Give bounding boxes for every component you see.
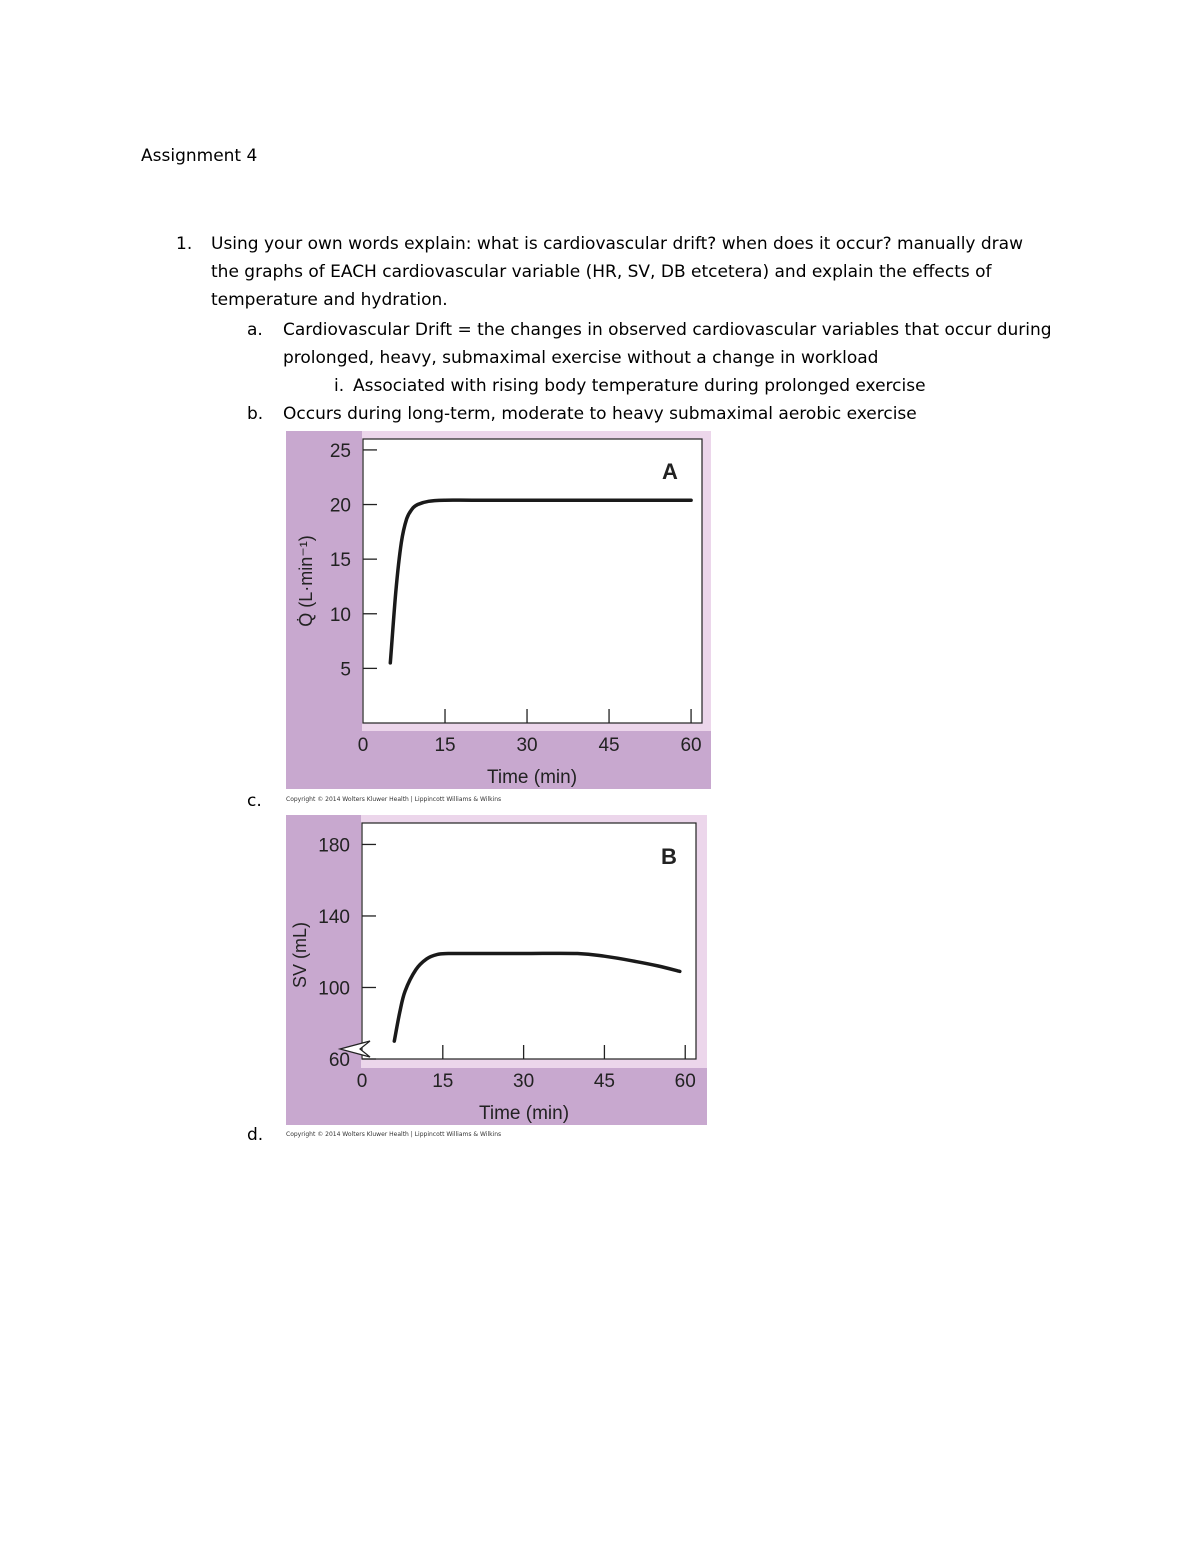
x-tick-label: 45 — [593, 1071, 615, 1092]
item-a-i-text: Associated with rising body temperature during prolonged exercise — [353, 376, 926, 396]
item-b-marker: b. — [247, 404, 264, 424]
panel-label: A — [662, 459, 678, 484]
panel-label: B — [661, 844, 677, 869]
plot-area — [363, 439, 702, 723]
item-b-text: Occurs during long-term, moderate to heavy submaximal aerobic exercise — [283, 404, 917, 424]
x-tick-label: 0 — [357, 735, 369, 756]
x-tick-label: 60 — [674, 1071, 696, 1092]
y-axis-title: Q̇ (L·min⁻¹) — [296, 535, 316, 627]
y-tick-label: 5 — [340, 659, 351, 681]
question-line: temperature and hydration. — [211, 290, 448, 310]
x-tick-label: 45 — [598, 735, 620, 756]
y-tick-label: 100 — [318, 978, 350, 1000]
x-axis-title: Time (min) — [486, 767, 578, 788]
item-d-marker: d. — [247, 1125, 264, 1145]
y-tick-label: 140 — [318, 906, 350, 928]
y-tick-label: 15 — [329, 550, 351, 572]
question-number: 1. — [176, 234, 193, 254]
x-tick-label: 15 — [432, 1071, 454, 1092]
item-a-i-marker: i. — [334, 376, 345, 396]
x-tick-label: 30 — [516, 735, 538, 756]
stroke-volume-chart — [286, 815, 707, 1125]
figure-a-copyright: Copyright © 2014 Wolters Kluwer Health | Lippincott Williams & Wilkins — [286, 796, 502, 803]
y-tick-label: 180 — [318, 835, 350, 857]
figure-b-copyright: Copyright © 2014 Wolters Kluwer Health | Lippincott Williams & Wilkins — [286, 1131, 502, 1138]
cardiac-output-chart — [286, 431, 711, 789]
x-tick-label: 15 — [434, 735, 456, 756]
y-tick-label: 60 — [328, 1050, 350, 1071]
x-tick-label: 60 — [680, 735, 702, 756]
item-a-line: Cardiovascular Drift = the changes in observed cardiovascular variables that occur during — [283, 320, 1052, 340]
y-tick-label: 10 — [329, 604, 351, 626]
question-text — [211, 230, 1071, 314]
y-tick-label: 25 — [329, 440, 351, 462]
x-axis-title: Time (min) — [478, 1103, 570, 1124]
y-axis-title: SV (mL) — [290, 921, 310, 989]
question-line: Using your own words explain: what is cardiovascular drift? when does it occur? manually draw — [211, 234, 1023, 254]
item-c-marker: c. — [247, 791, 262, 811]
document-title: Assignment 4 — [141, 146, 258, 166]
x-tick-label: 30 — [513, 1071, 535, 1092]
y-tick-label: 20 — [329, 495, 351, 517]
item-a-text — [283, 316, 1052, 372]
x-tick-label: 0 — [356, 1071, 368, 1092]
plot-area — [362, 823, 696, 1059]
item-a-marker: a. — [247, 320, 263, 340]
question-line: the graphs of EACH cardiovascular variable (HR, SV, DB etcetera) and explain the effects of — [211, 262, 992, 282]
item-a-line: prolonged, heavy, submaximal exercise without a change in workload — [283, 348, 879, 368]
